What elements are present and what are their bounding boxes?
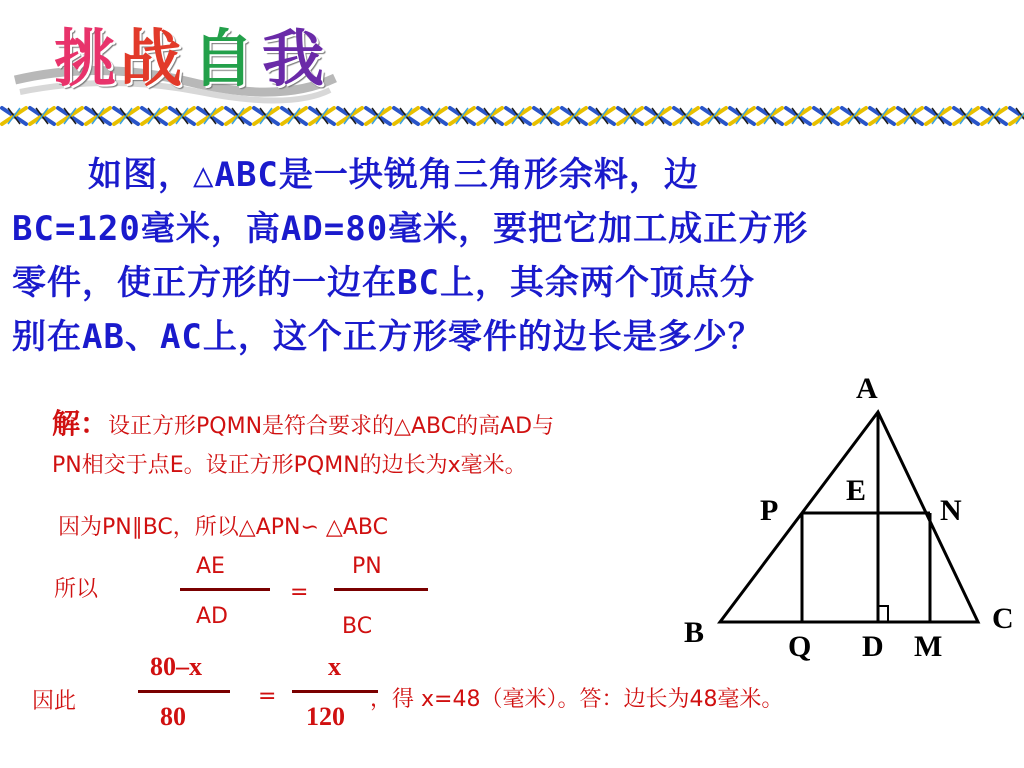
solution-label: 解：: [52, 407, 109, 440]
problem-line-2: BC=120毫米，高AD=80毫米，要把它加工成正方形: [12, 209, 809, 249]
title-char-2: 战: [120, 22, 183, 95]
frac1-numerator: AE: [196, 554, 225, 579]
frac2-numerator: PN: [352, 554, 382, 579]
solution-line-1: [52, 402, 554, 442]
frac4-line: [292, 690, 378, 693]
title-char-1: 挑: [54, 22, 117, 95]
label-p: P: [760, 494, 779, 527]
label-c: C: [992, 602, 1014, 635]
problem-line-4: 别在AB、AC上，这个正方形零件的边长是多少？: [12, 317, 763, 357]
label-b: B: [684, 616, 705, 649]
label-m: M: [914, 630, 943, 663]
hence-label: 因此: [32, 689, 77, 714]
problem-line-1-text: 如图，△ABC是一块锐角三角形余料，边: [88, 155, 699, 195]
title-char-4: 我: [262, 22, 325, 95]
solution-line-3: 因为PN∥BC，所以△APN∽ △ABC: [58, 515, 388, 540]
label-a: A: [856, 372, 878, 405]
frac1-denominator: AD: [196, 604, 228, 629]
equals-sign-1: =: [290, 580, 309, 605]
label-n: N: [940, 494, 962, 527]
title-char-3: 自: [192, 22, 255, 95]
so-label: 所以: [54, 577, 99, 602]
frac3-denominator: 80: [160, 702, 186, 731]
label-q: Q: [788, 630, 812, 663]
label-e: E: [846, 474, 867, 507]
solution-line-2: PN相交于点E。设正方形PQMN的边长为x毫米。: [52, 453, 527, 478]
problem-text: [12, 148, 1012, 364]
solution-line-1-text: 设正方形PQMN是符合要求的△ABC的高AD与: [108, 414, 555, 439]
frac2-line: [334, 588, 428, 591]
problem-line-1: [12, 148, 1012, 202]
conclusion-text: ，得 x=48（毫米）。答：边长为48毫米。: [370, 687, 784, 712]
equals-sign-2: =: [258, 684, 277, 709]
frac3-line: [138, 690, 230, 693]
frac1-line: [180, 588, 270, 591]
frac4-denominator: 120: [306, 702, 345, 731]
label-d: D: [862, 630, 884, 663]
frac3-numerator: 80–x: [150, 652, 202, 681]
frac4-numerator: x: [328, 652, 341, 681]
decorative-border-strip: [0, 104, 1024, 128]
frac2-denominator: BC: [342, 614, 373, 639]
problem-line-3: 零件，使正方形的一边在BC上，其余两个顶点分: [12, 263, 755, 303]
